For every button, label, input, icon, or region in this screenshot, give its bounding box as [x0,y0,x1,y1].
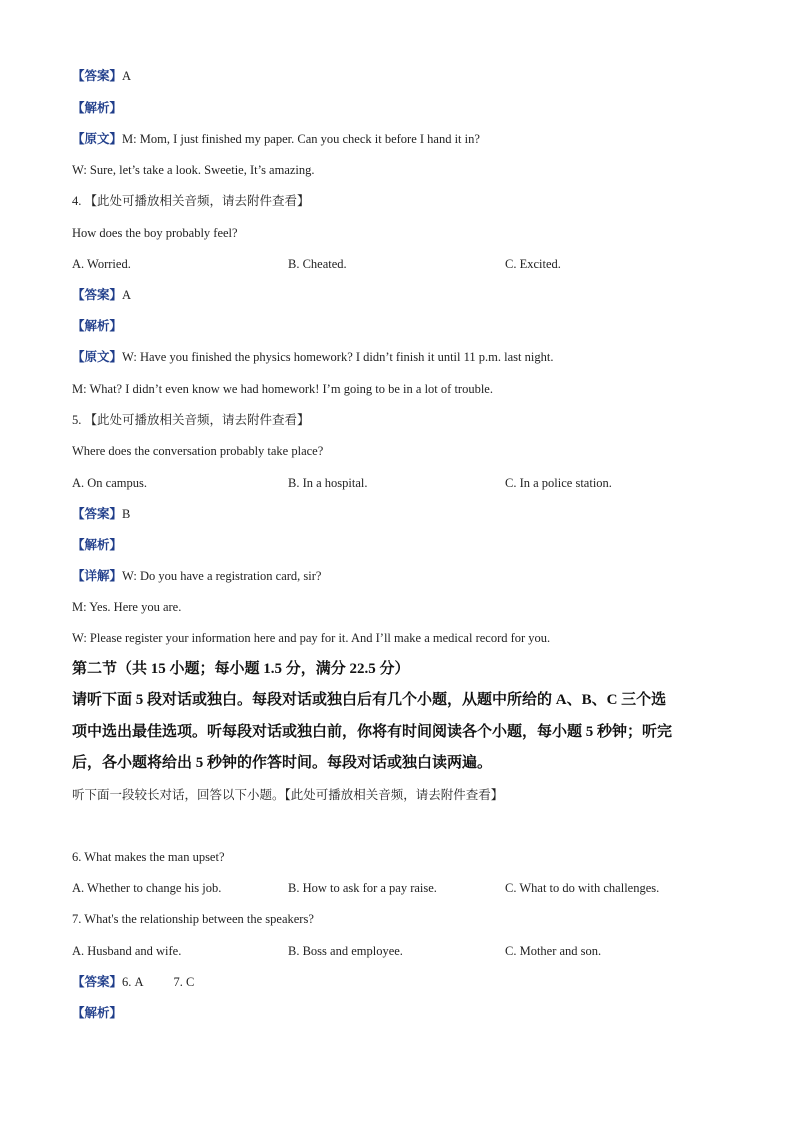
question-6-text: 6. What makes the man upset? [72,850,225,864]
dialogue-line: W: Sure, let’s take a look. Sweetie, It’s amazing. [72,163,315,177]
section-2-instruction-2: 项中选出最佳选项。听每段对话或独白前，你将有时间阅读各个小题，每小题 5 秒钟；听完 [72,724,673,740]
answer-tag: 【答案】 [72,288,123,302]
q5-option-a: A. On campus. [72,476,147,490]
answer-value: A [122,288,132,302]
section-2-instruction-1: 请听下面 5 段对话或独白。每段对话或独白后有几个小题，从题中所给的 A、B、C 三个选 [72,692,667,708]
q6-option-c: C. What to do with challenges. [505,881,660,895]
detail-text: W: Do you have a registration card, sir? [122,569,322,583]
answer-tag: 【答案】 [72,975,123,989]
q7-option-b: B. Boss and employee. [288,944,403,958]
analysis-tag: 【解析】 [72,101,123,115]
detail-tag: 【详解】 [72,569,123,583]
q4-option-a: A. Worried. [72,257,131,271]
answer-7: 7. C [173,975,195,989]
answer-tag: 【答案】 [72,69,123,83]
q5-analysis-tag: 【解析】 [72,538,123,552]
answer-line [72,68,131,84]
q67-analysis-tag: 【解析】 [72,1006,123,1020]
question-5-text: Where does the conversation probably take place? [72,444,324,458]
q5-option-c: C. In a police station. [505,476,612,490]
q4-analysis-tag: 【解析】 [72,319,123,333]
answer-6: 6. A [122,975,144,989]
q67-answer-line [72,974,194,990]
q6-option-b: B. How to ask for a pay raise. [288,881,437,895]
original-tag: 【原文】 [72,350,123,364]
original-text-line [72,131,480,147]
question-5-header: 5. 【此处可播放相关音频，请去附件查看】 [72,413,310,427]
q5-answer-line [72,506,130,522]
question-4-header: 4. 【此处可播放相关音频，请去附件查看】 [72,194,310,208]
q4-option-b: B. Cheated. [288,257,347,271]
q5-option-b: B. In a hospital. [288,476,368,490]
q5-dialogue-line-w: W: Please register your information here and pay for it. And I’ll make a medical record for you. [72,631,551,645]
answer-value: B [122,507,131,521]
answer-value: A [122,69,132,83]
question-7-text: 7. What's the relationship between the speakers? [72,912,314,926]
q7-option-a: A. Husband and wife. [72,944,182,958]
q4-dialogue-line: M: What? I didn’t even know we had homework! I’m going to be in a lot of trouble. [72,382,493,396]
section-2-instruction-3: 后，各小题将给出 5 秒钟的作答时间。每段对话或独白读两遍。 [72,755,493,771]
q4-answer-line [72,287,131,303]
q6-option-a: A. Whether to change his job. [72,881,222,895]
question-4-text: How does the boy probably feel? [72,226,238,240]
q5-detail-line [72,568,321,584]
original-text: W: Have you finished the physics homework? I didn’t finish it until 11 p.m. last night. [122,350,554,364]
section-2-title: 第二节（共 15 小题；每小题 1.5 分，满分 22.5 分） [72,661,410,677]
answer-tag: 【答案】 [72,507,123,521]
listening-note: 听下面一段较长对话，回答以下小题。【此处可播放相关音频，请去附件查看】 [72,788,504,802]
q4-original-line [72,349,553,365]
original-text: M: Mom, I just finished my paper. Can you check it before I hand it in? [122,132,480,146]
q4-option-c: C. Excited. [505,257,561,271]
q7-option-c: C. Mother and son. [505,944,602,958]
original-tag: 【原文】 [72,132,123,146]
q5-dialogue-line-m: M: Yes. Here you are. [72,600,182,614]
